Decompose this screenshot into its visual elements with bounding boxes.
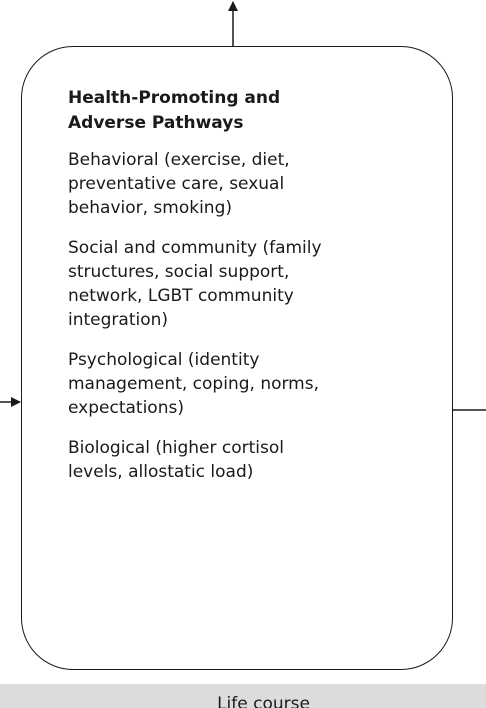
pathway-biological: Biological (higher cortisol levels, allostatic load) xyxy=(68,438,284,482)
pathways-content xyxy=(68,86,438,500)
pathway-psychological: Psychological (identity management, coping, norms, expectations) xyxy=(68,350,320,418)
pathways-title: Health-Promoting and Adverse Pathways xyxy=(68,88,281,133)
life-course-label: Life course xyxy=(217,694,310,708)
pathway-behavioral: Behavioral (exercise, diet, preventative care, sexual behavior, smoking) xyxy=(68,150,290,218)
pathway-social-community: Social and community (family structures, social support, network, LGBT community integration) xyxy=(68,238,322,330)
life-course-band xyxy=(0,684,486,708)
